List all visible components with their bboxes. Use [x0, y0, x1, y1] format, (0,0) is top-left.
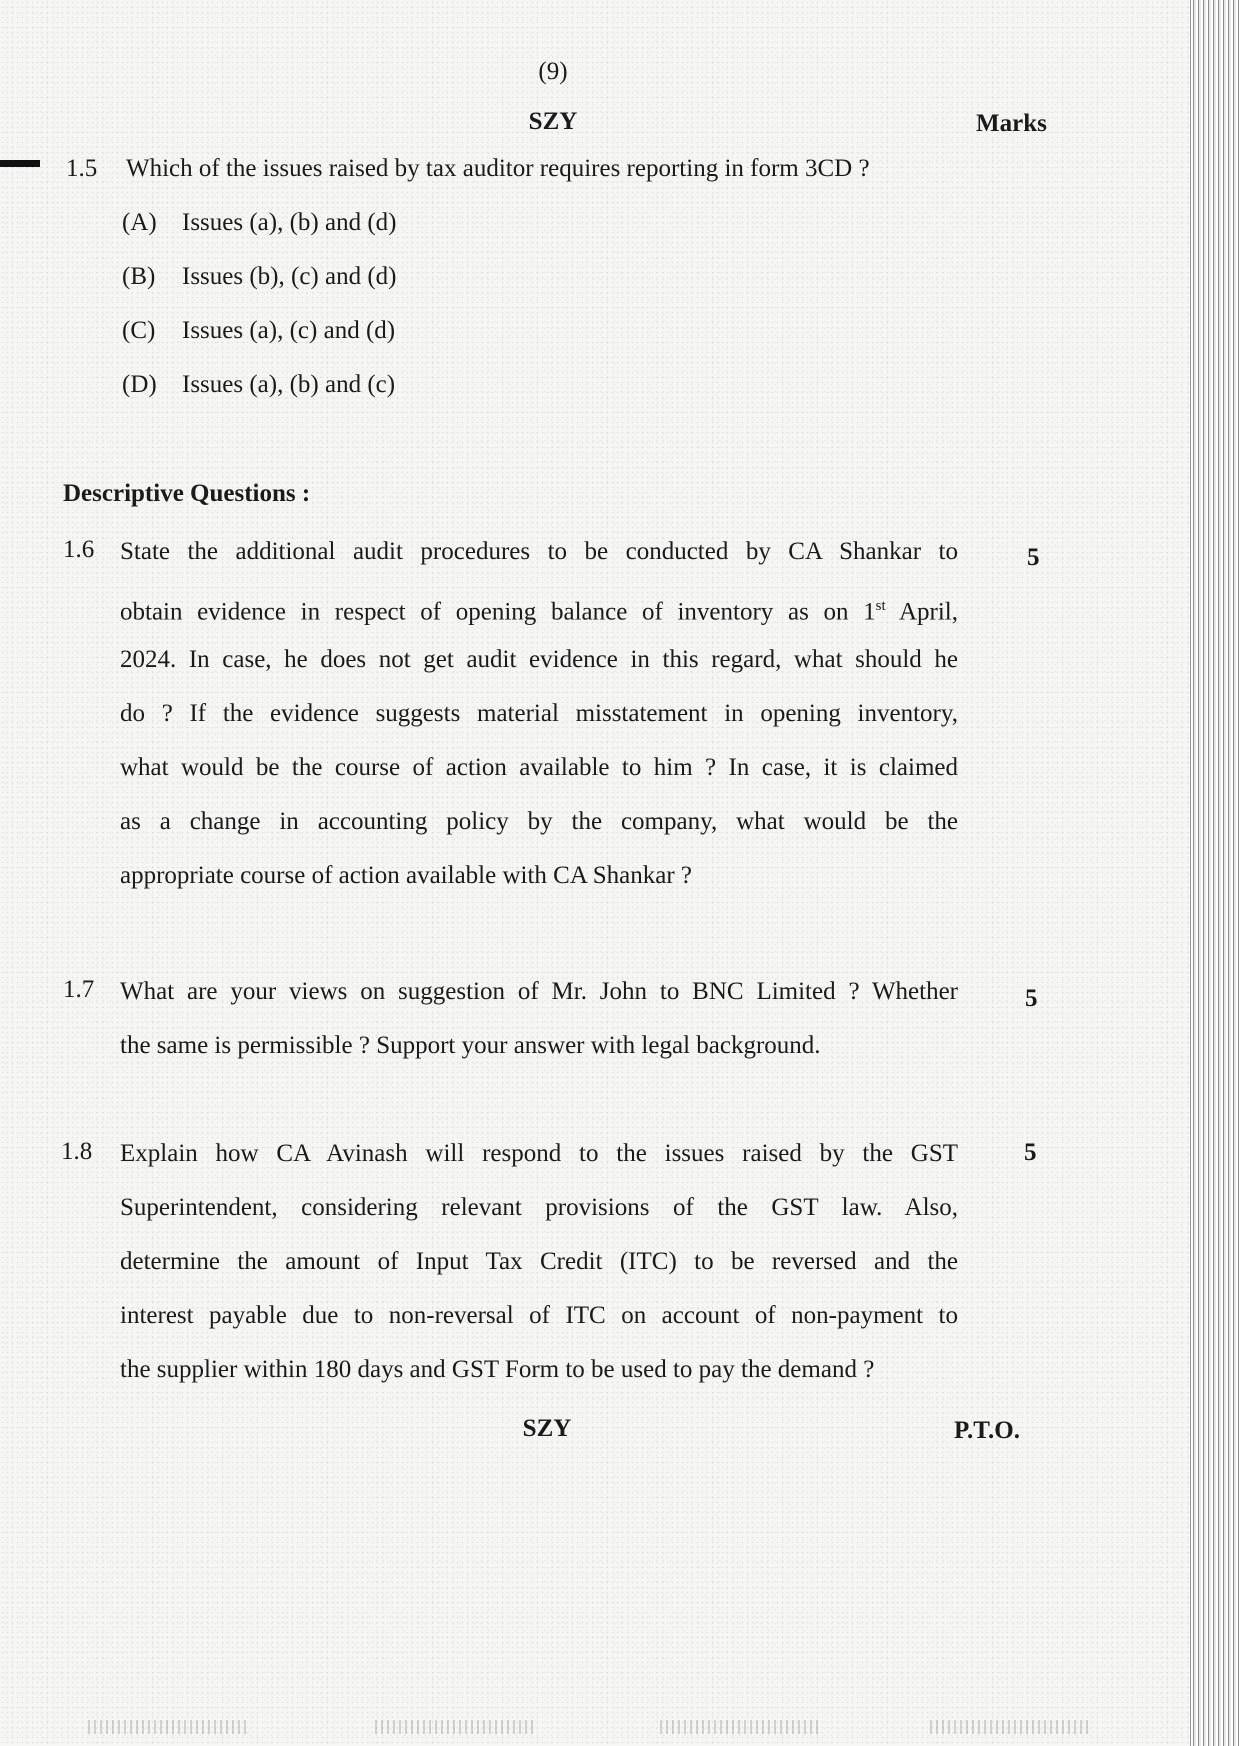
option-letter-b: (B) [122, 263, 156, 290]
question-1-6-line-2 [120, 591, 958, 627]
scan-smudge [88, 1720, 248, 1734]
question-number-1-7: 1.7 [63, 976, 95, 1003]
question-1-8-line-1: Explain how CA Avinash will respond to the issues raised by the GST [120, 1140, 958, 1167]
question-1-8-line-4: interest payable due to non-reversal of ITC on account of non-payment to [120, 1302, 958, 1329]
question-number-1-5: 1.5 [66, 155, 98, 182]
question-1-6-line-1: State the additional audit procedures to be conducted by CA Shankar to [120, 538, 958, 565]
question-1-6-line-4: do ? If the evidence suggests material misstatement in opening inventory, [120, 700, 958, 727]
question-marks-1-7: 5 [1025, 985, 1038, 1012]
option-text-c: Issues (a), (c) and (d) [182, 317, 396, 344]
question-1-8-line-5: the supplier within 180 days and GST Form to be used to pay the demand ? [120, 1356, 875, 1383]
scan-smudge [375, 1720, 535, 1734]
question-number-1-8: 1.8 [61, 1138, 93, 1165]
option-letter-c: (C) [122, 317, 156, 344]
question-1-8-line-3: determine the amount of Input Tax Credit (ITC) to be reversed and the [120, 1248, 958, 1275]
page-edge-marker [0, 160, 40, 167]
question-text-1-5: Which of the issues raised by tax auditor requires reporting in form 3CD ? [126, 155, 870, 182]
scan-binding-edge [1190, 0, 1239, 1746]
question-1-6-line-2-end: April, [885, 598, 958, 626]
option-text-d: Issues (a), (b) and (c) [182, 371, 396, 398]
option-letter-d: (D) [122, 371, 157, 398]
question-1-6-line-6: as a change in accounting policy by the company, what would be the [120, 808, 958, 835]
option-text-a: Issues (a), (b) and (d) [182, 209, 397, 236]
option-letter-a: (A) [122, 209, 157, 236]
option-text-b: Issues (b), (c) and (d) [182, 263, 397, 290]
question-1-7-line-2: the same is permissible ? Support your answer with legal background. [120, 1032, 821, 1059]
question-1-7-line-1: What are your views on suggestion of Mr. John to BNC Limited ? Whether [120, 978, 958, 1005]
paper-code-header: SZY [528, 108, 578, 135]
question-1-6-line-2-text: obtain evidence in respect of opening balance of inventory as on 1 [120, 598, 876, 626]
scan-smudge [660, 1720, 820, 1734]
question-1-8-line-2: Superintendent, considering relevant provisions of the GST law. Also, [120, 1194, 958, 1221]
scan-smudge [930, 1720, 1090, 1734]
section-heading: Descriptive Questions : [63, 480, 311, 507]
question-marks-1-8: 5 [1024, 1139, 1037, 1166]
paper-code-footer: SZY [522, 1415, 572, 1442]
question-1-6-line-5: what would be the course of action available to him ? In case, it is claimed [120, 754, 958, 781]
ordinal-suffix: st [875, 598, 886, 614]
page-number: (9) [538, 58, 568, 85]
question-1-6-line-3: 2024. In case, he does not get audit evidence in this regard, what should he [120, 646, 958, 673]
question-1-6-line-7: appropriate course of action available with CA Shankar ? [120, 862, 693, 889]
question-number-1-6: 1.6 [63, 536, 95, 563]
question-marks-1-6: 5 [1027, 544, 1040, 571]
pto-label: P.T.O. [954, 1417, 1020, 1444]
marks-heading: Marks [976, 110, 1047, 137]
